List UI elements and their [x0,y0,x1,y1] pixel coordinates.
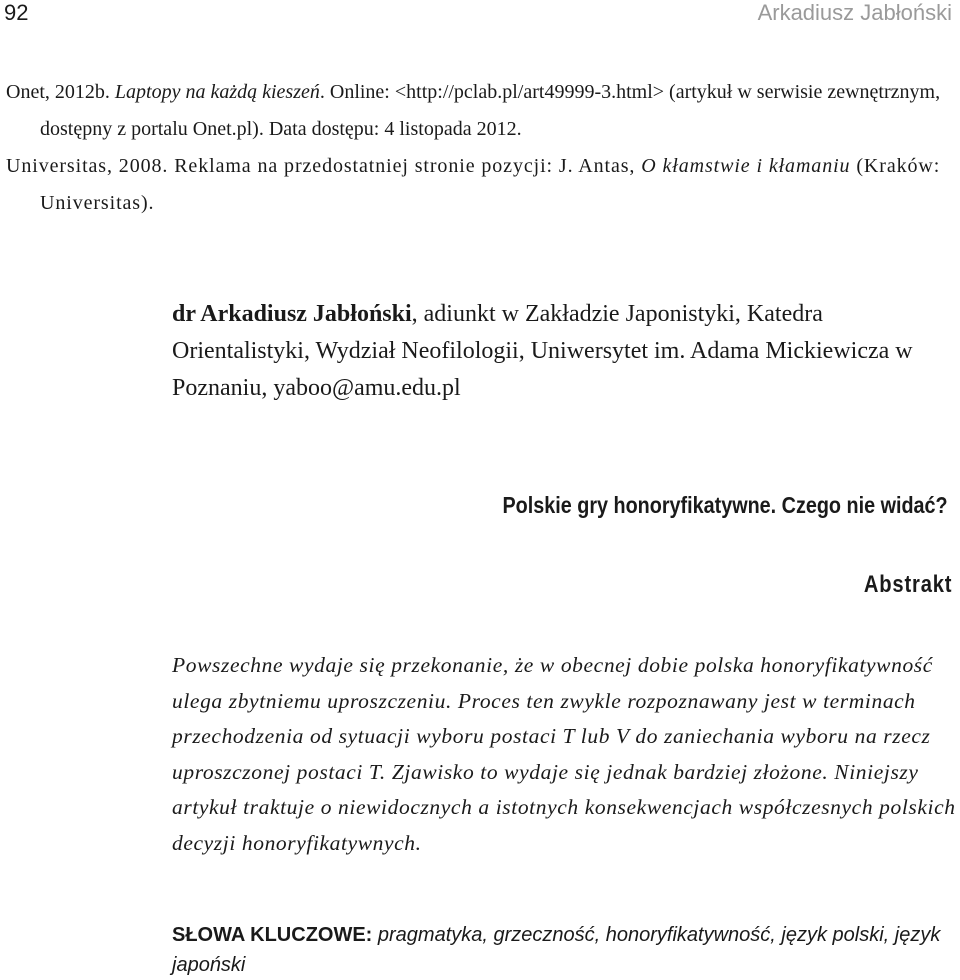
page-header [0,0,960,30]
running-head-author: Arkadiusz Jabłoński [757,0,952,25]
keywords-label: SŁOWA KLUCZOWE: [172,924,373,946]
article-title: Polskie gry honoryfikatywne. Czego nie widać? [502,492,948,518]
reference-text: (Kraków: Universitas). [40,155,941,214]
reference-text: Onet, 2012b. [6,81,115,103]
page-number: 92 [4,0,29,25]
abstract-text: Powszechne wydaje się przekonanie, że w obecnej dobie polska honoryfikatywność ulega zbytniemu uproszczeniu. Proces ten zwykle rozpoznawany jest w terminach przechodzenia od sytuacji wyboru postaci T lub V do zaniechania wyboru na rzecz uproszczonej postaci T. Zjawisko to wydaje się jednak bardziej złożone. Niniejszy artykuł traktuje o niewidocznych a istotnych konsekwencjach współczesnych polskich decyzji honoryfikatywnych. [172,653,956,855]
reference-entry [6,148,954,222]
reference-text: Universitas, 2008. Reklama na przedostatniej stronie pozycji: J. Antas, [6,155,642,177]
keywords [172,920,956,980]
author-note [172,296,954,407]
reference-entry [6,74,954,148]
reference-text: . Online: <http://pclab.pl/art49999-3.html> (artykuł w serwisie zewnętrznym, dostępny z portalu Onet.pl). Data dostępu: 4 listopada 2012. [40,81,941,140]
reference-list [6,74,954,222]
author-affiliation: , adiunkt w Zakładzie Japonistyki, Katedra Orientalistyki, Wydział Neofilologii, Uniwersytet im. Adama Mickiewicza w Poznaniu, yaboo@amu.edu.pl [172,301,913,401]
reference-title: Laptopy na każdą kieszeń [114,81,320,103]
abstract-heading: Abstrakt [863,571,952,598]
author-name: dr Arkadiusz Jabłoński [172,301,412,327]
keywords-values: pragmatyka, grzeczność, honoryfikatywność, język polski, język japoński [172,924,941,976]
reference-title: O kłamstwie i kłamaniu [641,155,851,177]
